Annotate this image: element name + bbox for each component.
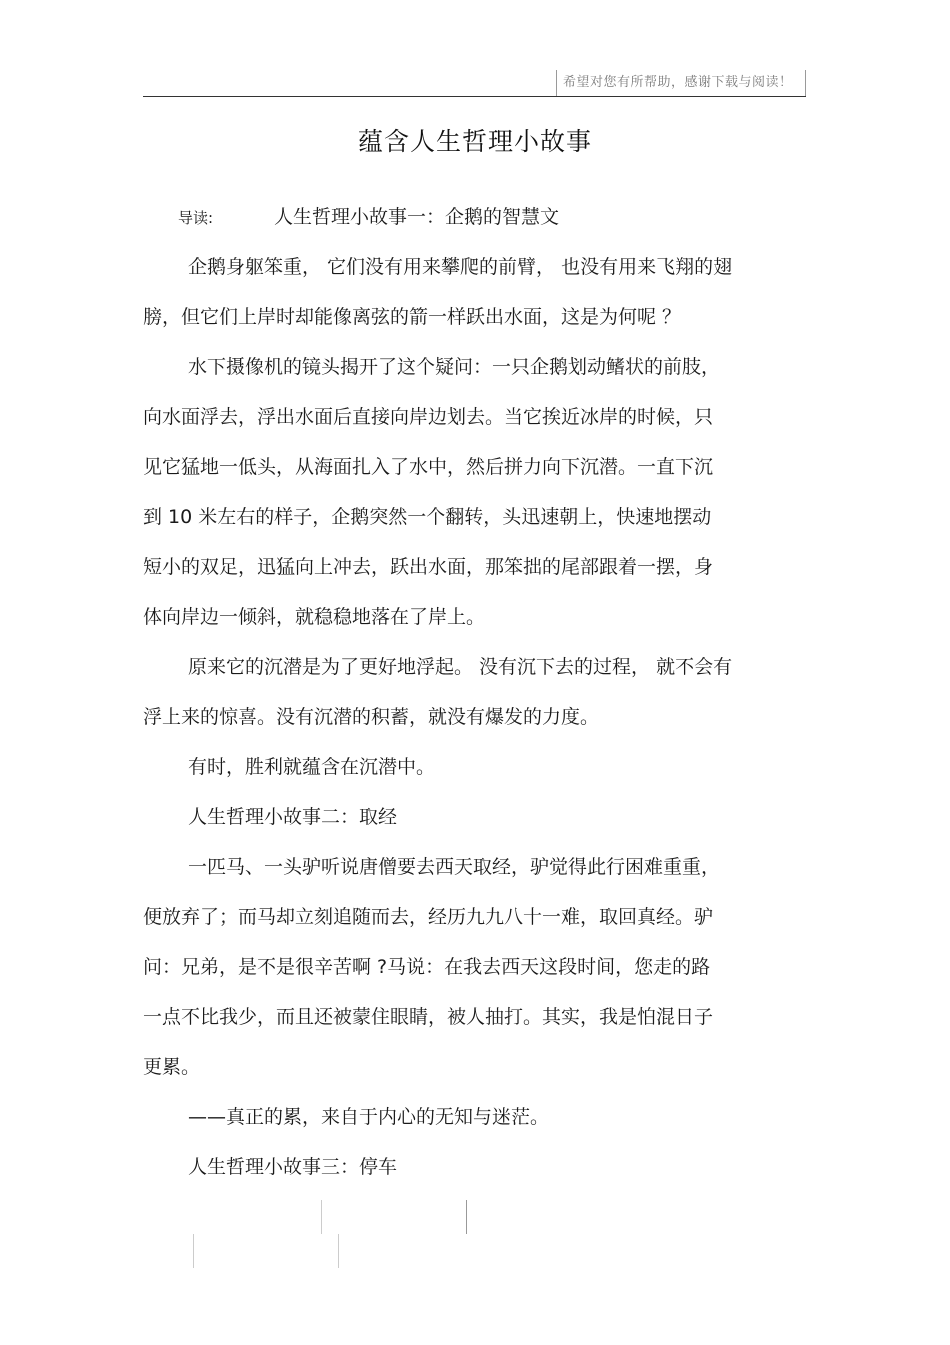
paragraph-line: 水下摄像机的镜头揭开了这个疑问：一只企鹅划动鳍状的前肢， xyxy=(188,356,721,378)
paragraph-line: 到 10 米左右的样子，企鹅突然一个翻转，头迅速朝上，快速地摆动 xyxy=(143,506,712,528)
paragraph-line: 问：兄弟，是不是很辛苦啊 ?马说：在我去西天这段时间，您走的路 xyxy=(143,956,711,978)
paragraph-line: 一点不比我少，而且还被蒙住眼睛，被人抽打。其实，我是怕混日子 xyxy=(143,1006,714,1028)
document-title: 蕴含人生哲理小故事 xyxy=(357,127,592,156)
paragraph-line: 见它猛地一低头，从海面扎入了水中，然后拼力向下沉潜。一直下沉 xyxy=(143,456,714,478)
table-rule-fragment xyxy=(193,1234,194,1268)
paragraph-line: 体向岸边一倾斜，就稳稳地落在了岸上。 xyxy=(143,606,486,628)
paragraph-line: 企鹅身躯笨重， 它们没有用来攀爬的前臂， 也没有用来飞翔的翅 xyxy=(188,256,733,278)
header-note: 希望对您有所帮助，感谢下载与阅读！ xyxy=(556,70,806,96)
paragraph-line: 原来它的沉潜是为了更好地浮起。 没有沉下去的过程， 就不会有 xyxy=(188,656,733,678)
paragraph-line: 有时，胜利就蕴含在沉潜中。 xyxy=(188,756,436,778)
table-rule-fragment xyxy=(321,1200,322,1234)
table-rule-fragment xyxy=(466,1200,467,1234)
paragraph-line: 浮上来的惊喜。没有沉潜的积蓄，就没有爆发的力度。 xyxy=(143,706,600,728)
paragraph-line: 短小的双足，迅猛向上冲去，跃出水面，那笨拙的尾部跟着一摆，身 xyxy=(143,556,714,578)
paragraph-line: 更累。 xyxy=(143,1056,201,1078)
paragraph-line: 膀，但它们上岸时却能像离弦的箭一样跃出水面，这是为何呢 ？ xyxy=(143,306,682,328)
header-rule xyxy=(143,96,806,97)
paragraph-line: 便放弃了；而马却立刻追随而去，经历九九八十一难，取回真经。驴 xyxy=(143,906,714,928)
paragraph-line: 向水面浮去，浮出水面后直接向岸边划去。当它挨近冰岸的时候，只 xyxy=(143,406,714,428)
guide-label: 导读: xyxy=(178,209,214,227)
paragraph-line: ——真正的累，来自于内心的无知与迷茫。 xyxy=(188,1106,550,1128)
paragraph-line: 一匹马、一头驴听说唐僧要去西天取经，驴觉得此行困难重重， xyxy=(188,856,721,878)
table-rule-fragment xyxy=(338,1234,339,1268)
story-1-heading: 人生哲理小故事一：企鹅的智慧文 xyxy=(274,206,560,228)
story-2-heading: 人生哲理小故事二：取经 xyxy=(188,806,398,828)
story-3-heading: 人生哲理小故事三：停车 xyxy=(188,1156,398,1178)
